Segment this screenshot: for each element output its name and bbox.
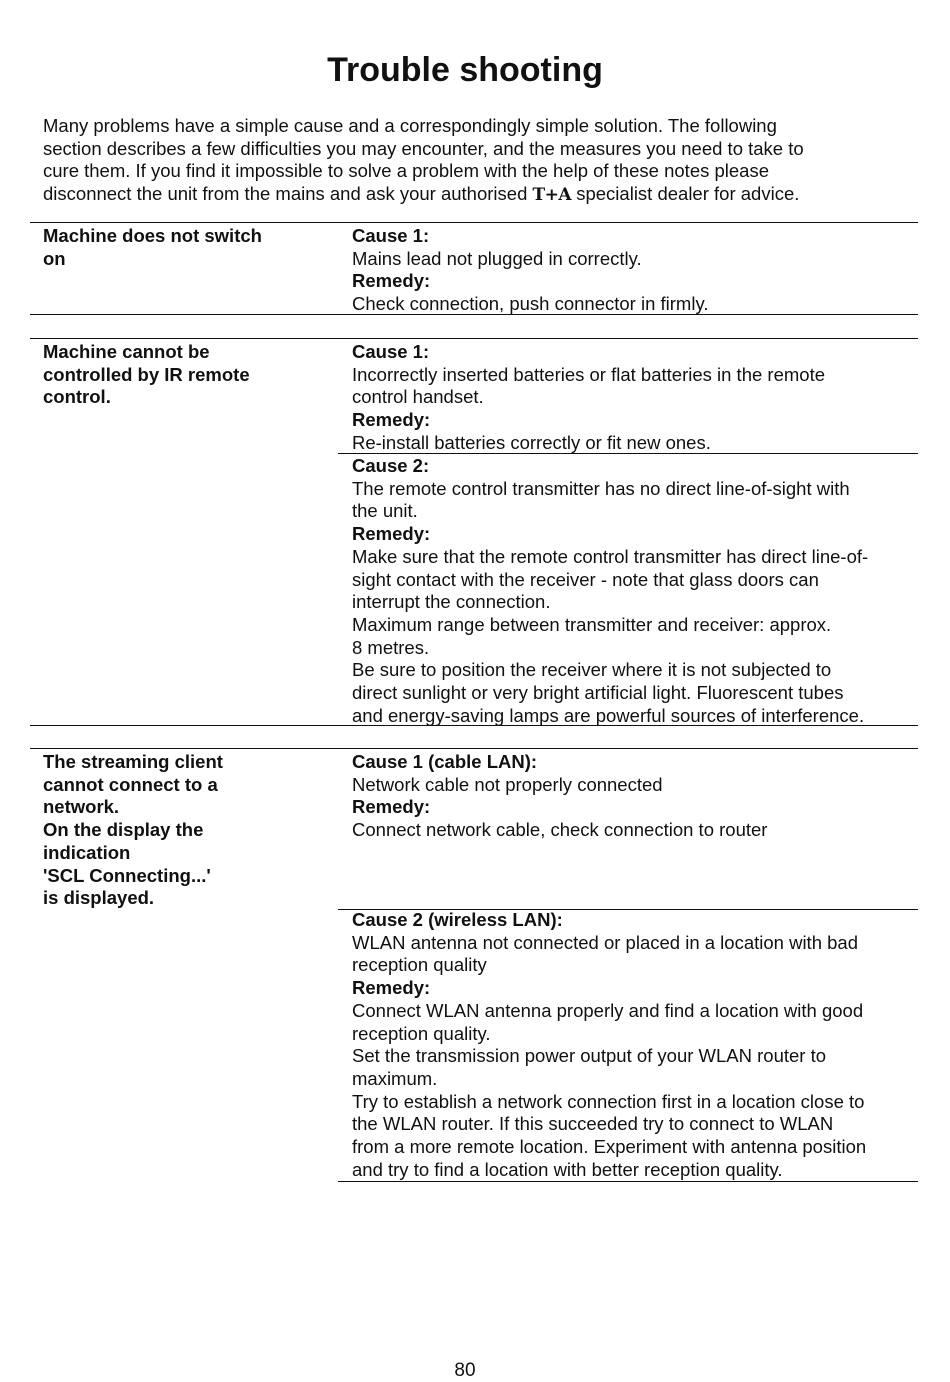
remedy-text: the WLAN router. If this succeeded try to connect to WLAN <box>352 1113 834 1135</box>
intro-line: Many problems have a simple cause and a correspondingly simple solution. The following <box>43 115 777 136</box>
cause-label: Cause 2 (wireless LAN): <box>352 909 563 930</box>
cause-label: Cause 1: <box>352 225 430 246</box>
problem-line: The streaming client <box>43 751 223 772</box>
problem-line: On the display the <box>43 819 204 841</box>
problem-line: indication <box>43 841 131 863</box>
remedy-text: direct sunlight or very bright artificial light. Fluorescent tubes <box>352 682 844 704</box>
intro-paragraph <box>43 115 886 207</box>
problem-description <box>43 341 303 409</box>
remedy-text: Maximum range between transmitter and receiver: approx. <box>352 613 832 635</box>
cause-block <box>338 909 918 1181</box>
cause-label: Cause 1 (cable LAN): <box>352 751 538 772</box>
remedy-text: sight contact with the receiver - note that glass doors can <box>352 568 819 590</box>
remedy-text: and try to find a location with better reception quality. <box>352 1158 783 1180</box>
section-end-rule <box>338 1181 918 1182</box>
remedy-text: Re-install batteries correctly or fit new ones. <box>352 431 711 453</box>
cause-text: Incorrectly inserted batteries or flat batteries in the remote <box>352 363 825 385</box>
remedy-label: Remedy: <box>352 270 431 292</box>
remedy-text: reception quality. <box>352 1022 491 1044</box>
problem-line: control. <box>43 386 111 408</box>
remedy-text: and energy-saving lamps are powerful sources of interference. <box>352 704 865 726</box>
intro-text: disconnect the unit from the mains and ask your authorised <box>43 183 533 205</box>
intro-text: specialist dealer for advice. <box>571 183 800 205</box>
cause-divider <box>338 453 918 454</box>
intro-line: cure them. If you find it impossible to solve a problem with the help of these notes please <box>43 160 770 182</box>
remedy-text: from a more remote location. Experiment with antenna position <box>352 1136 867 1158</box>
problem-line: controlled by IR remote <box>43 363 250 385</box>
remedy-text: 8 metres. <box>352 636 430 658</box>
problem-line: 'SCL Connecting...' <box>43 864 211 886</box>
cause-block <box>338 225 918 316</box>
cause-text: WLAN antenna not connected or placed in a location with bad <box>352 931 858 953</box>
intro-line-last <box>43 183 886 207</box>
cause-block <box>338 341 918 455</box>
remedy-text: interrupt the connection. <box>352 591 551 613</box>
cause-text: the unit. <box>352 500 418 522</box>
remedy-text: Make sure that the remote control transmitter has direct line-of- <box>352 545 869 567</box>
problem-line: Machine cannot be <box>43 341 210 362</box>
brand-logo: T+A <box>532 185 572 206</box>
cause-label: Cause 2: <box>352 455 430 476</box>
remedy-text: Connect network cable, check connection to router <box>352 819 768 841</box>
cause-text: Mains lead not plugged in correctly. <box>352 247 642 269</box>
troubleshoot-section <box>30 338 918 726</box>
problem-line: is displayed. <box>43 887 155 909</box>
cause-label: Cause 1: <box>352 341 430 362</box>
problem-line: Machine does not switch <box>43 225 262 246</box>
problem-description <box>43 225 303 270</box>
problem-description <box>43 751 303 910</box>
remedy-text: Be sure to position the receiver where it is not subjected to <box>352 659 832 681</box>
remedy-label: Remedy: <box>352 409 431 431</box>
cause-text: control handset. <box>352 386 484 408</box>
problem-line: network. <box>43 796 120 818</box>
remedy-text: maximum. <box>352 1067 438 1089</box>
remedy-text: Connect WLAN antenna properly and find a location with good <box>352 999 864 1021</box>
cause-text: Network cable not properly connected <box>352 773 663 795</box>
remedy-text: Try to establish a network connection first in a location close to <box>352 1090 865 1112</box>
troubleshoot-section <box>30 748 918 1184</box>
problem-line: cannot connect to a <box>43 773 218 795</box>
page-title: Trouble shooting <box>327 51 603 89</box>
cause-text: reception quality <box>352 954 487 976</box>
remedy-label: Remedy: <box>352 796 431 818</box>
remedy-text: Set the transmission power output of your WLAN router to <box>352 1045 827 1067</box>
remedy-label: Remedy: <box>352 977 431 999</box>
remedy-text: Check connection, push connector in firmly. <box>352 293 709 315</box>
intro-line: section describes a few difficulties you may encounter, and the measures you need to take to <box>43 137 804 159</box>
cause-block <box>338 751 918 842</box>
cause-text: The remote control transmitter has no direct line-of-sight with <box>352 477 850 499</box>
page-number: 80 <box>454 1360 476 1381</box>
troubleshoot-section <box>30 222 918 315</box>
cause-block <box>338 455 918 727</box>
problem-line: on <box>43 247 66 269</box>
remedy-label: Remedy: <box>352 523 431 545</box>
